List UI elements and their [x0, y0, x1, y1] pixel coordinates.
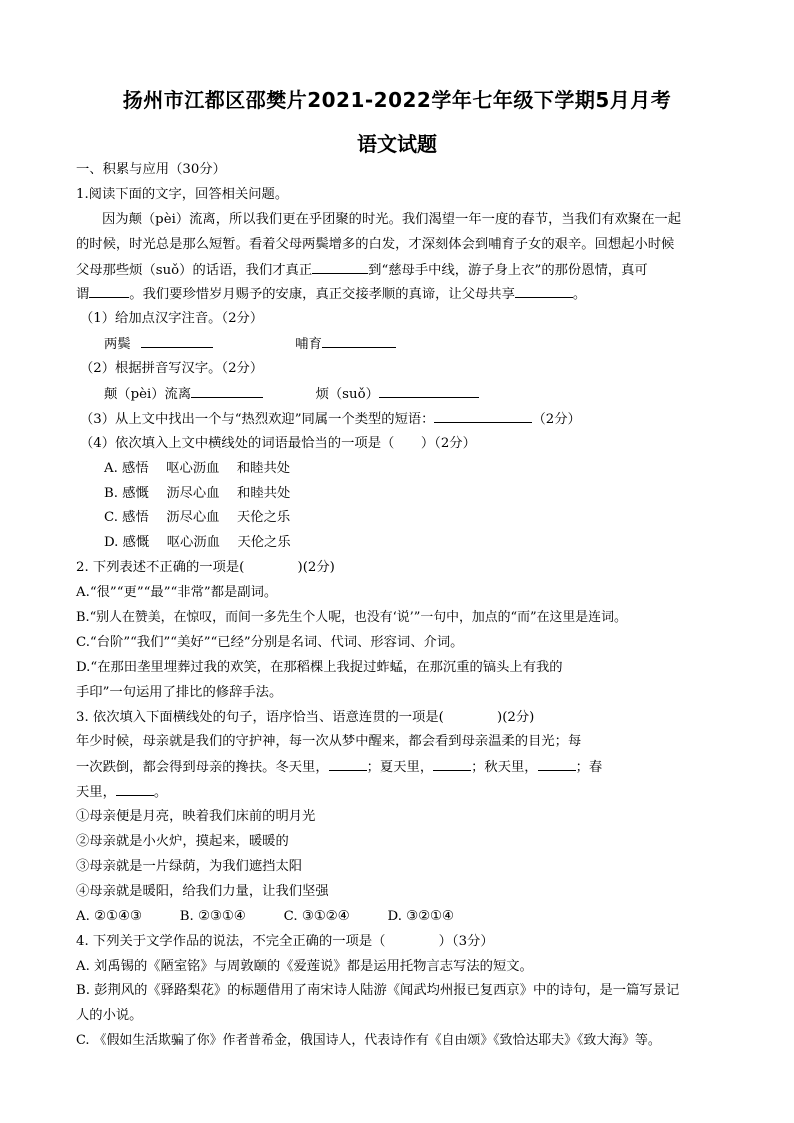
- answer-blank[interactable]: [141, 332, 213, 348]
- sub2-item-label: 烦（suǒ）: [315, 387, 379, 403]
- q3-item: ②母亲就是小火炉，摸起来，暖暖的: [76, 834, 289, 850]
- choice-option[interactable]: A. 感悟 呕心沥血 和睦共处: [104, 460, 291, 476]
- choice-option-cont: 人的小说。: [76, 1008, 143, 1024]
- choice-option[interactable]: B. ②③①④: [179, 908, 246, 924]
- q1-sub1-items: [76, 332, 720, 357]
- q3-item: ④母亲就是暖阳，给我们力量，让我们坚强: [76, 883, 329, 899]
- q3-text: 天里，: [76, 785, 116, 801]
- answer-blank[interactable]: [322, 332, 396, 348]
- q1-passage-text: 谓: [76, 287, 90, 303]
- answer-blank[interactable]: [89, 282, 129, 298]
- q1-sub3: [76, 407, 720, 432]
- choice-option[interactable]: A.“很”“更”“最”“非常”都是副词。: [76, 585, 278, 601]
- q3-item: ③母亲就是一片绿荫，为我们遮挡太阳: [76, 858, 303, 874]
- q3-text-line: [76, 755, 720, 780]
- q3-text: ；夏天里，: [366, 760, 434, 776]
- q3-text-line: 年少时候，母亲就是我们的守护神，每一次从梦中醒来，都会看到母亲温柔的目光；每: [76, 734, 582, 750]
- q4-prompt: 4. 下列关于文学作品的说法，不完全正确的一项是（ ）（3分）: [76, 933, 494, 949]
- q1-passage-text: 到“慈母手中线，游子身上衣”的那份恩情，真可: [368, 262, 648, 278]
- sub1-item-label: 哺育: [295, 337, 322, 353]
- choice-option[interactable]: C. 《假如生活欺骗了你》作者普希金，俄国诗人，代表诗作有《自由颂》《致恰达耶夫》《致大海》等。: [76, 1033, 661, 1049]
- answer-blank[interactable]: [434, 407, 532, 423]
- answer-blank[interactable]: [433, 755, 471, 771]
- choice-option[interactable]: C. 感悟 沥尽心血 天伦之乐: [104, 510, 291, 526]
- answer-blank[interactable]: [538, 755, 576, 771]
- sub1-item-label: 两鬓: [104, 337, 131, 353]
- answer-blank[interactable]: [312, 258, 368, 274]
- q3-options: [76, 905, 720, 930]
- answer-blank[interactable]: [379, 382, 479, 398]
- q1-passage-line: 的时候，时光总是那么短暂。看着父母两鬓增多的白发，才深刻体会到哺育子女的艰辛。回想起小时候: [76, 236, 675, 252]
- choice-option[interactable]: A. ②①④③: [76, 908, 142, 924]
- sub2-item-label: 颠（pèi）流离: [104, 387, 192, 403]
- q1-sub1: （1）给加点汉字注音。（2分）: [80, 311, 264, 327]
- q3-item: ①母亲便是月亮，映着我们床前的明月光: [76, 809, 316, 825]
- answer-blank[interactable]: [515, 282, 573, 298]
- answer-blank[interactable]: [329, 755, 367, 771]
- q3-text: ；秋天里，: [471, 760, 538, 776]
- q3-text-line: [76, 780, 720, 805]
- q1-sub4: （4）依次填入上文中横线处的词语最恰当的一项是（ ）（2分）: [80, 435, 476, 451]
- q1-passage-line: [76, 282, 720, 307]
- q3-text: 一次跌倒，都会得到母亲的搀扶。冬天里，: [76, 760, 329, 776]
- sub3-text: （3）从上文中找出一个与“热烈欢迎”同属一个类型的短语：: [80, 411, 435, 427]
- q1-sub2-items: [76, 382, 720, 407]
- choice-option[interactable]: D. ③②①④: [387, 908, 454, 924]
- q1-passage-text: 父母那些烦（suǒ）的话语，我们才真正: [76, 262, 313, 278]
- choice-option[interactable]: B.“别人在赞美，在惊叹，而间一多先生个人呢，也没有‘说’”一句中，加点的“而”在这里是连词。: [76, 610, 627, 626]
- choice-option[interactable]: C.“台阶”“我们”“美好”“已经”分别是名词、代词、形容词、介词。: [76, 634, 464, 650]
- choice-option[interactable]: B. 感慨 沥尽心血 和睦共处: [104, 485, 291, 501]
- q1-sub2: （2）根据拼音写汉字。（2分）: [80, 361, 264, 377]
- q1-passage-line: 因为颠（pèi）流离，所以我们更在乎团聚的时光。我们渴望一年一度的春节，当我们有欢聚在一起: [102, 211, 682, 227]
- q1-prompt: 1.阅读下面的文字，回答相关问题。: [76, 186, 289, 202]
- sub3-points: （2分）: [532, 411, 581, 427]
- choice-option[interactable]: B. 彭荆风的《驿路梨花》的标题借用了南宋诗人陆游《闻武均州报已复西京》中的诗句，是一篇写景记: [76, 983, 680, 999]
- q1-passage-text: 。我们要珍惜岁月赐予的安康，真正交接孝顺的真谛，让父母共享: [129, 287, 515, 303]
- choice-option[interactable]: D. 感慨 呕心沥血 天伦之乐: [104, 535, 291, 551]
- choice-option-cont: 手印”一句运用了排比的修辞手法。: [76, 684, 283, 700]
- q1-passage-line: [76, 258, 720, 283]
- choice-option[interactable]: D.“在那田垄里埋葬过我的欢笑，在那稻棵上我捉过蚱蜢，在那沉重的镐头上有我的: [76, 659, 563, 675]
- q3-prompt: 3. 依次填入下面横线处的句子，语序恰当、语意连贯的一项是( )(2分): [76, 709, 535, 725]
- choice-option[interactable]: A. 刘禹锡的《陋室铭》与周敦颐的《爱莲说》都是运用托物言志写法的短文。: [76, 958, 533, 974]
- exam-body: [76, 158, 720, 1054]
- q1-passage-text: 。: [572, 287, 587, 303]
- choice-option[interactable]: C. ③①②④: [283, 908, 350, 924]
- q2-prompt: 2. 下列表述不正确的一项是( )(2分): [76, 560, 335, 576]
- answer-blank[interactable]: [116, 780, 154, 796]
- answer-blank[interactable]: [191, 382, 263, 398]
- q3-text: 。: [153, 785, 168, 801]
- exam-title: 扬州市江都区邵樊片2021-2022学年七年级下学期5月月考: [122, 88, 672, 112]
- section-heading: 一、积累与应用（30分）: [76, 162, 226, 177]
- exam-subtitle: 语文试题: [357, 132, 437, 156]
- q3-text: ；春: [575, 760, 603, 776]
